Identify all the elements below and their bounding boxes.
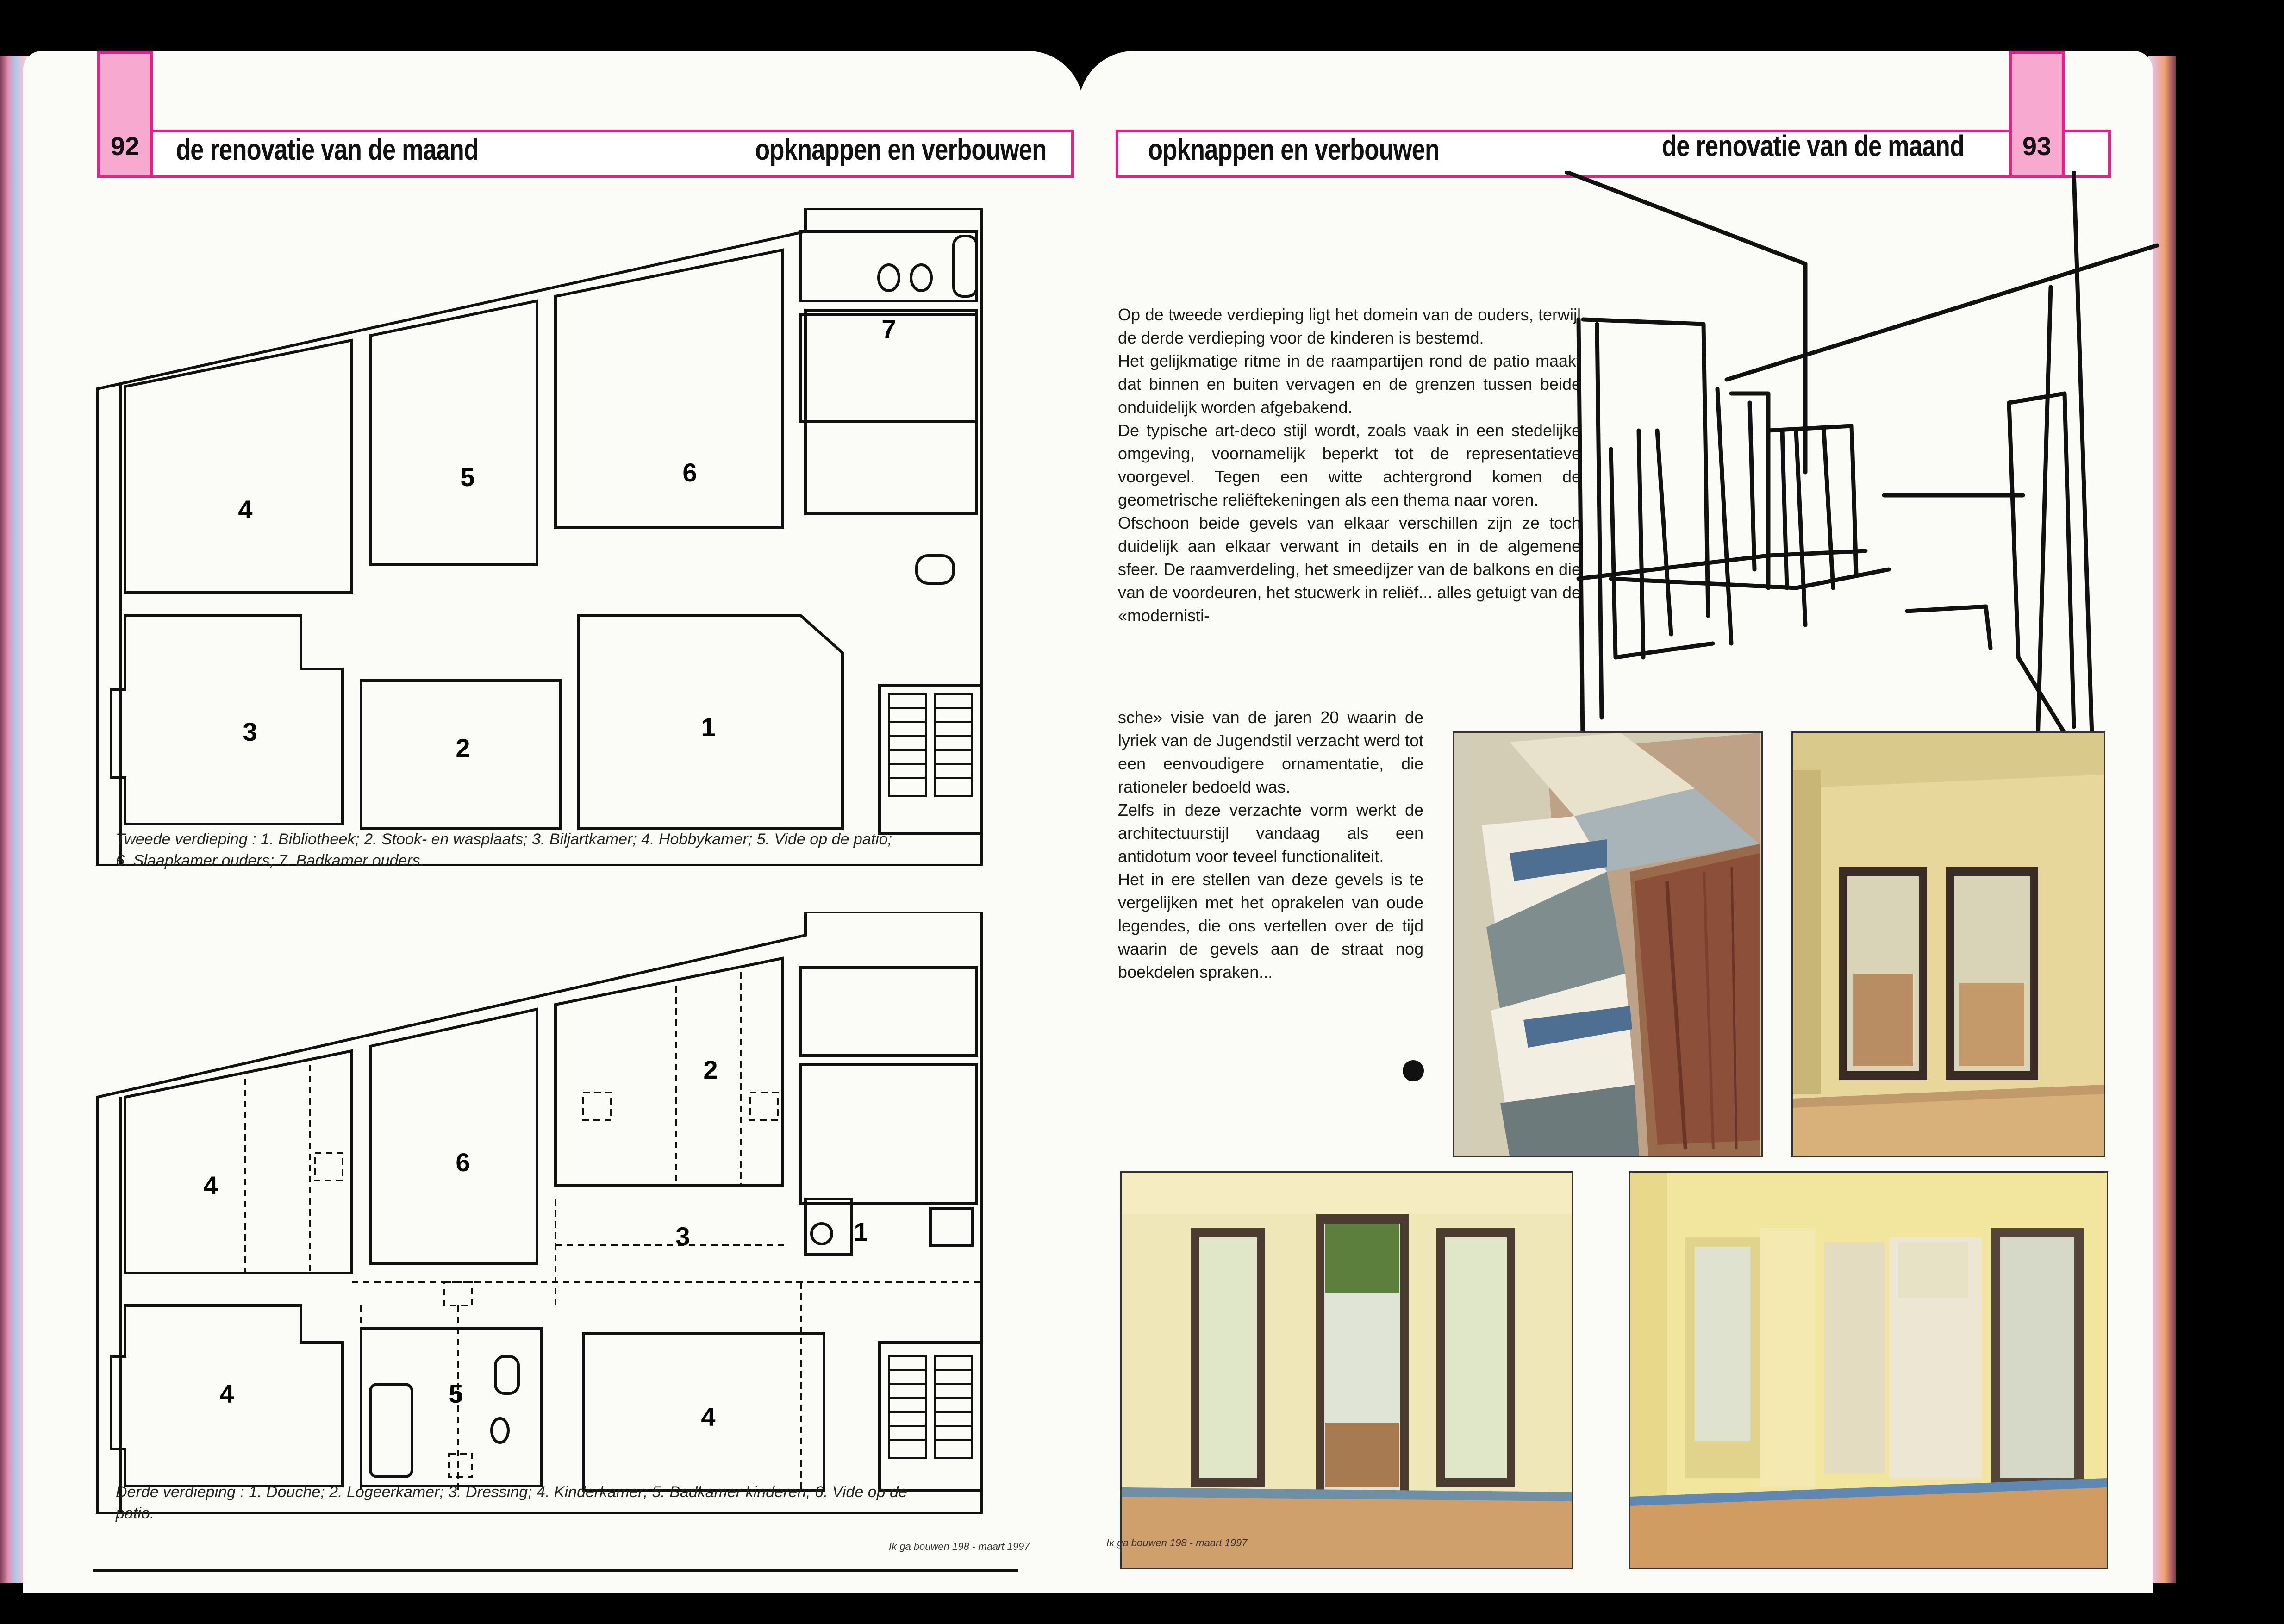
plan1-room-label: 2	[456, 733, 470, 762]
plan2-room-label: 2	[703, 1055, 718, 1084]
caption-second-floor: Tweede verdieping : 1. Bibliotheek; 2. Stook- en wasplaats; 3. Biljartkamer; 4. Hobbykamer; 5. Vide op de patio; 6. Slaapkamer ouders; 7. Badkamer ouders.	[116, 831, 892, 869]
photo-patio-upward	[1453, 731, 1763, 1157]
floor-plan-second-floor	[93, 208, 1018, 866]
plan2-room-label: 5	[449, 1379, 463, 1408]
bottom-rule	[93, 1569, 1018, 1572]
plan1-room-label: 4	[238, 495, 253, 524]
article-paragraph: Het in ere stellen van deze gevels is te vergelijken met het oprakelen van oude legendes, die ons vertellen over de tijd waarin de gevels aan de straat nog boekdelen spraken...	[1118, 870, 1423, 981]
article-paragraph: De typische art-deco stijl wordt, zoals vaak in een stedelijke omgeving, voornamelijk beperkt tot de representatieve voorgevel. Tegen een witte achtergrond komen de geometrische reliëftekeningen als een thema naar voren.	[1118, 421, 1581, 509]
right-header-magazine-section: de renovatie van de maand	[1662, 129, 1965, 162]
right-header-section: opknappen en verbouwen	[1148, 133, 1440, 166]
plan2-room-label: 6	[456, 1148, 470, 1177]
photo-corner-room	[1629, 1171, 2108, 1569]
article-paragraph: Zelfs in deze verzachte vorm werkt de architectuurstijl vandaag als een antidotum voor teveel functionaliteit.	[1118, 800, 1423, 866]
plan1-room-label: 3	[243, 717, 257, 746]
article-paragraph: Ofschoon beide gevels van elkaar verschillen zijn ze toch duidelijk aan elkaar verwant in details en in de algemene sfeer. De raamverdeling, het smeedijzer van de balkons en die van de voordeuren, het stucwerk in reliëf... alles getuigt van de «modernisti-	[1118, 513, 1581, 625]
end-bullet	[1403, 1060, 1424, 1081]
article-wide-column	[1118, 303, 1581, 627]
left-header-section: de renovatie van de maand	[176, 133, 479, 166]
plan2-room-label: 1	[854, 1217, 868, 1246]
floor-plan-third-floor	[93, 912, 1018, 1514]
article-paragraph: sche» visie van de jaren 20 waarin de lyriek van de Jugendstil verzacht werd tot een eenvoudigere ornamentatie, die rationeler bedoeld was.	[1118, 708, 1423, 796]
plan2-room-label: 4	[219, 1379, 234, 1408]
article-narrow-column	[1118, 706, 1423, 984]
plan1-room-label: 5	[460, 462, 475, 492]
caption-third-floor: Derde verdieping : 1. Douche; 2. Logeerkamer; 3. Dressing; 4. Kinderkamer; 5. Badkamer kinderen; 6. Vide op de patio.	[116, 1483, 907, 1522]
article-paragraph: Op de tweede verdieping ligt het domein van de ouders, terwijl de derde verdieping voor de kinderen is bestemd.	[1118, 305, 1581, 347]
photo-patio-windows-wide	[1120, 1171, 1573, 1569]
photo-room-two-doors	[1791, 731, 2105, 1157]
plan1-room-label: 1	[701, 712, 716, 742]
right-page-number: 93	[2009, 51, 2065, 178]
right-page	[1079, 51, 2153, 1593]
left-page	[23, 51, 1083, 1593]
plan1-room-label: 6	[682, 458, 697, 487]
plan2-room-label: 4	[701, 1402, 716, 1431]
plan1-room-label: 7	[881, 314, 896, 344]
article-paragraph: Het gelijkmatige ritme in de raampartijen rond de patio maakt dat binnen en buiten vervagen en de grenzen tussen beide onduidelijk worden afgebakend.	[1118, 351, 1581, 417]
plan2-room-label: 3	[675, 1222, 690, 1251]
left-page-number: 92	[97, 51, 153, 178]
architect-sketch	[1565, 171, 2162, 796]
left-header-magazine-section: opknappen en verbouwen	[755, 133, 1046, 166]
plan2-room-label: 4	[203, 1171, 218, 1200]
left-footer: Ik ga bouwen 198 - maart 1997	[889, 1541, 1030, 1552]
right-footer: Ik ga bouwen 198 - maart 1997	[1106, 1537, 1248, 1549]
